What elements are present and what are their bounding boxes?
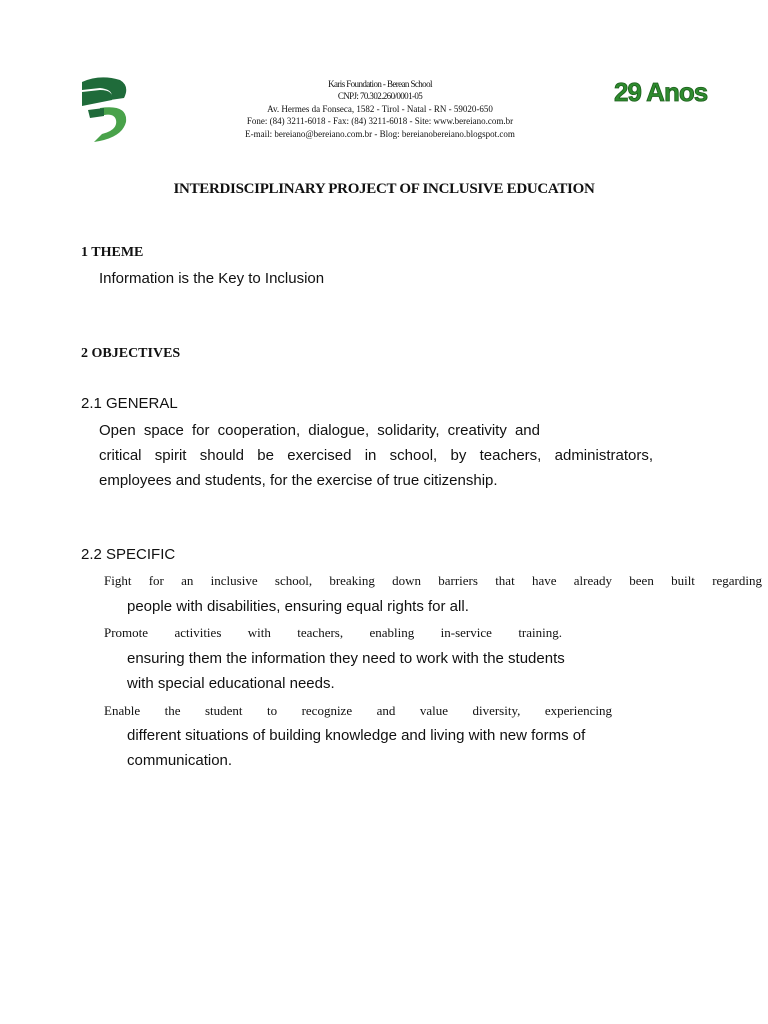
theme-heading: 1 THEME [81, 245, 144, 260]
theme-text: Information is the Key to Inclusion [99, 270, 325, 287]
specific-item-3-first: Enable the student to recognize and value diversity, experiencing [104, 703, 612, 718]
specific-item-3-cont-1: different situations of building knowledge and living with new forms of [127, 727, 586, 744]
email-blog-line: E-mail: bereiano@bereiano.com.br - Blog: bereianobereiano.blogspot.com [245, 128, 515, 139]
general-line-3: employees and students, for the exercise of true citizenship. [99, 472, 498, 489]
specific-item-2-cont-1: ensuring them the information they need to work with the students [127, 650, 565, 667]
general-line-2: critical spirit should be exercised in school, by teachers, administrators, [99, 447, 653, 464]
specific-item-2-cont-2: with special educational needs. [127, 675, 335, 692]
org-name: Karis Foundation - Berean School [328, 79, 432, 89]
logo-middle-stroke [82, 90, 112, 106]
cnpj: CNPJ: 70.302.260/0001-05 [337, 91, 423, 102]
school-logo [80, 76, 130, 142]
logo-accent-stroke [88, 108, 104, 118]
objectives-heading: 2 OBJECTIVES [81, 346, 181, 361]
specific-item-1-cont-1: people with disabilities, ensuring equal rights for all. [127, 598, 469, 615]
letterhead [230, 78, 530, 140]
specific-item-3-cont-2: communication. [127, 752, 233, 769]
document-title: INTERDISCIPLINARY PROJECT OF INCLUSIVE EDUCATION [173, 181, 595, 197]
general-heading: 2.1 GENERAL [81, 395, 178, 412]
specific-item-2-first: Promote activities with teachers, enabling in-service training. [104, 625, 562, 640]
specific-item-1-first: Fight for an inclusive school, breaking down barriers that have already been built regarding [104, 573, 762, 588]
specific-heading: 2.2 SPECIFIC [81, 546, 176, 563]
address: Av. Hermes da Fonseca, 1582 - Tirol - Natal - RN - 59020-650 [267, 103, 493, 114]
general-line-1: Open space for cooperation, dialogue, solidarity, creativity and [99, 422, 540, 439]
contact-line: Fone: (84) 3211-6018 - Fax: (84) 3211-6018 - Site: www.bereiano.com.br [246, 116, 514, 127]
anniversary-text: 29 Anos [614, 77, 708, 107]
anniversary-badge [612, 76, 708, 110]
